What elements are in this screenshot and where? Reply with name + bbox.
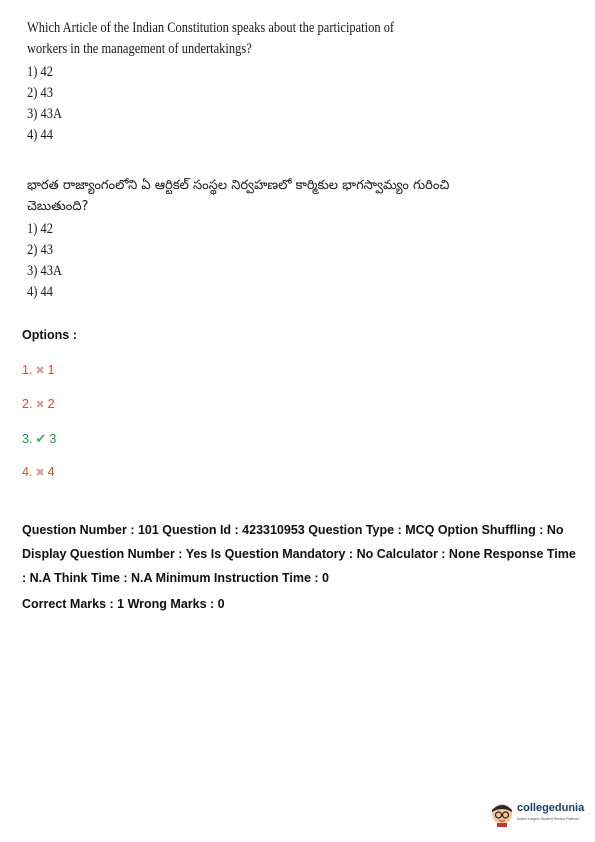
option-number: 3.	[22, 432, 33, 446]
choice-item: 1) 42	[27, 64, 53, 80]
brand-tagline: India's Largest Student Review Platform	[517, 817, 580, 821]
option-value: 4	[47, 465, 55, 479]
check-icon: ✔	[35, 431, 47, 446]
choice-item: 3) 43A	[27, 106, 62, 122]
option-value: 2	[47, 397, 55, 411]
option-4	[22, 465, 55, 479]
option-value: 1	[47, 363, 55, 377]
brand-name: collegedunia	[517, 802, 585, 814]
option-value: 3	[49, 432, 57, 446]
option-number: 2.	[22, 397, 33, 411]
choice-list-english	[27, 62, 397, 146]
question-text-telugu: భారత రాజ్యాంగంలోని ఏ ఆర్టికల్ సంస్థల నిర్వహణలో కార్మికుల భాగస్వామ్యం గురించి చెబుతుంది?	[27, 178, 450, 214]
collegedunia-logo	[489, 800, 589, 832]
options-heading: Options :	[22, 328, 77, 342]
choice-item: 3) 43A	[27, 263, 62, 279]
option-number: 1.	[22, 363, 33, 377]
question-english	[27, 18, 457, 146]
option-number: 4.	[22, 465, 33, 479]
question-telugu	[27, 175, 497, 303]
choice-item: 2) 43	[27, 85, 53, 101]
choice-item: 4) 44	[27, 284, 53, 300]
question-metadata	[22, 518, 582, 616]
choice-list-telugu	[27, 219, 431, 303]
cross-icon: ✖	[35, 399, 45, 411]
option-2	[22, 397, 55, 411]
marks-info: Correct Marks : 1 Wrong Marks : 0	[22, 597, 225, 611]
choice-item: 4) 44	[27, 127, 53, 143]
cross-icon: ✖	[35, 365, 45, 377]
option-1	[22, 363, 55, 377]
cross-icon: ✖	[35, 467, 45, 479]
choice-item: 2) 43	[27, 242, 53, 258]
question-text-english: Which Article of the Indian Constitution speaks about the participation of workers in the management of undertakings?	[27, 20, 395, 57]
option-3	[22, 431, 56, 447]
choice-item: 1) 42	[27, 221, 53, 237]
metadata-details: Question Number : 101 Question Id : 423310953 Question Type : MCQ Option Shuffling : No Display Question Number : Yes Is Question Mandatory : No Calculator : None Response Time : N.A Think Time : N.A Minimum Instruction Time : 0	[22, 523, 576, 585]
mascot-icon	[489, 800, 515, 828]
